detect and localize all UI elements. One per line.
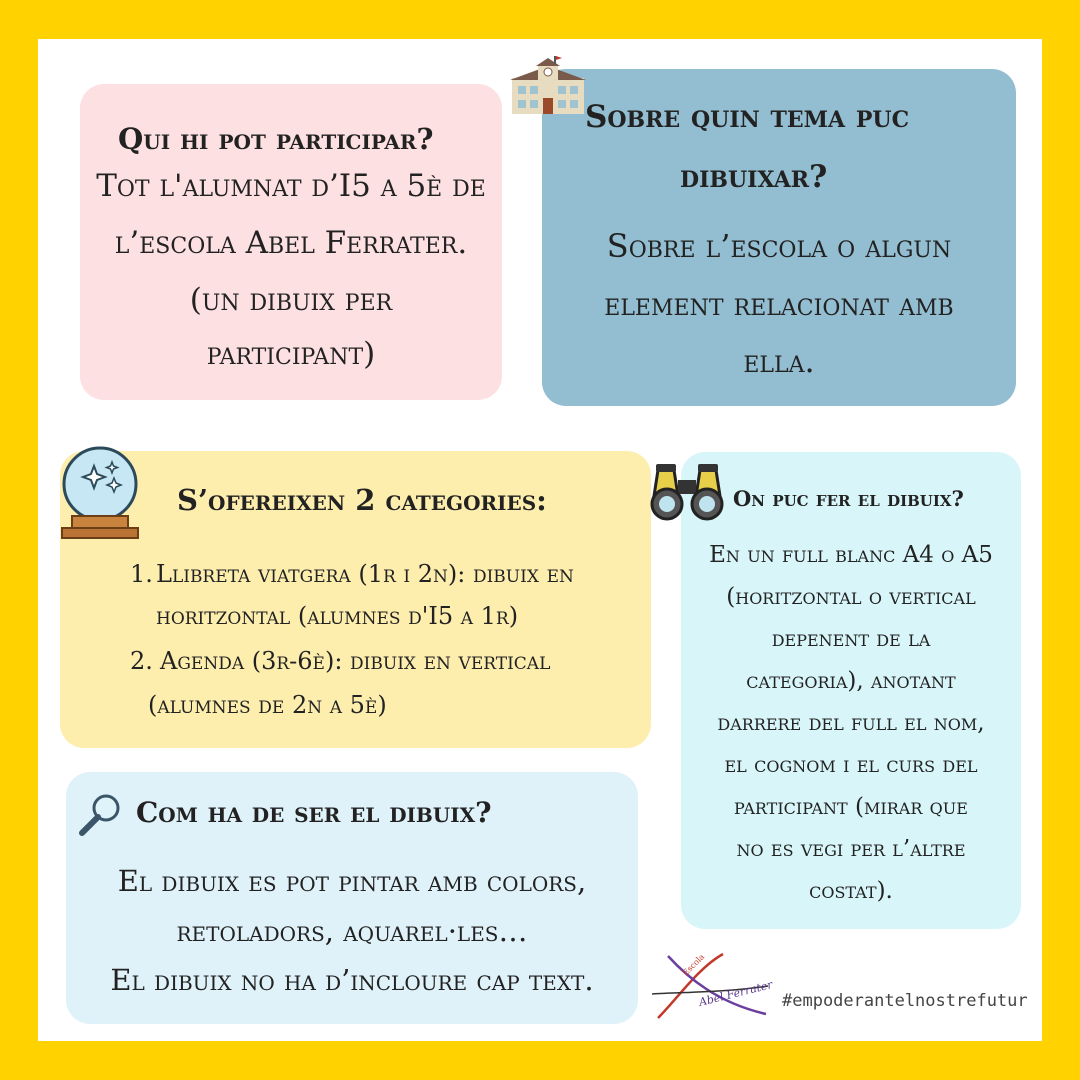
topic-card (542, 69, 1016, 406)
topic-line-2: element relacionat amb (604, 285, 954, 323)
where-line-5: darrere del full el nom, (717, 710, 985, 736)
participants-line-2: l’escola Abel Ferrater. (114, 225, 468, 261)
participants-heading: Qui hi pot participar? (118, 122, 434, 156)
participants-line-4: participant) (206, 336, 376, 372)
hashtag: #empoderantelnostrefutur (782, 991, 1028, 1011)
where-line-1: En un full blanc A4 o A5 (709, 542, 993, 568)
category-2-line-1: Agenda (3r-6è): dibuix en vertical (160, 647, 551, 675)
logo-text-name: Abel Ferrater (697, 978, 774, 1009)
where-line-2: (horitzontal o vertical (726, 584, 976, 610)
category-1-line-1: Llibreta viatgera (1r i 2n): dibuix en (156, 560, 574, 588)
where-line-4: categoria), anotant (746, 668, 956, 694)
categories-heading: S’ofereixen 2 categories: (177, 483, 547, 517)
participants-card (80, 84, 502, 400)
how-heading: Com ha de ser el dibuix? (136, 796, 492, 829)
category-2-line-2: (alumnes de 2n a 5è) (148, 691, 387, 719)
category-2-number: 2. (130, 647, 153, 675)
where-card (681, 452, 1021, 929)
how-card (66, 772, 638, 1024)
category-1-line-2: horitzontal (alumnes d'I5 a 1r) (156, 602, 519, 630)
where-line-9: costat). (809, 878, 893, 904)
where-line-6: el cognom i el curs del (724, 752, 978, 778)
topic-heading-line-1: Sobre quin tema puc (585, 99, 910, 135)
crystal-ball-icon (58, 444, 142, 540)
where-line-3: depenent de la (771, 626, 931, 652)
topic-heading-line-2: dibuixar? (680, 159, 828, 195)
topic-line-3: ella. (743, 342, 815, 380)
school-building-icon (510, 56, 586, 116)
where-line-7: participant (mirar que (734, 794, 968, 820)
where-line-8: no es vegi per l’altre (736, 836, 966, 862)
where-heading: On puc fer el dibuix? (733, 486, 964, 511)
how-line-1: El dibuix es pot pintar amb colors, (117, 864, 587, 898)
topic-line-1: Sobre l’escola o algun (606, 227, 952, 265)
school-logo (648, 948, 774, 1024)
how-line-3: El dibuix no ha d’incloure cap text. (110, 963, 594, 997)
category-1-number: 1. (130, 560, 153, 588)
magnifying-glass-icon (76, 792, 124, 836)
logo-text-escola: Escola (681, 952, 707, 978)
binoculars-icon (650, 462, 724, 522)
how-line-2: retoladors, aquarel·les… (176, 914, 528, 948)
categories-card (60, 451, 651, 748)
participants-line-1: Tot l'alumnat d’I5 a 5è de (96, 168, 486, 204)
participants-line-3: (un dibuix per (189, 282, 393, 318)
